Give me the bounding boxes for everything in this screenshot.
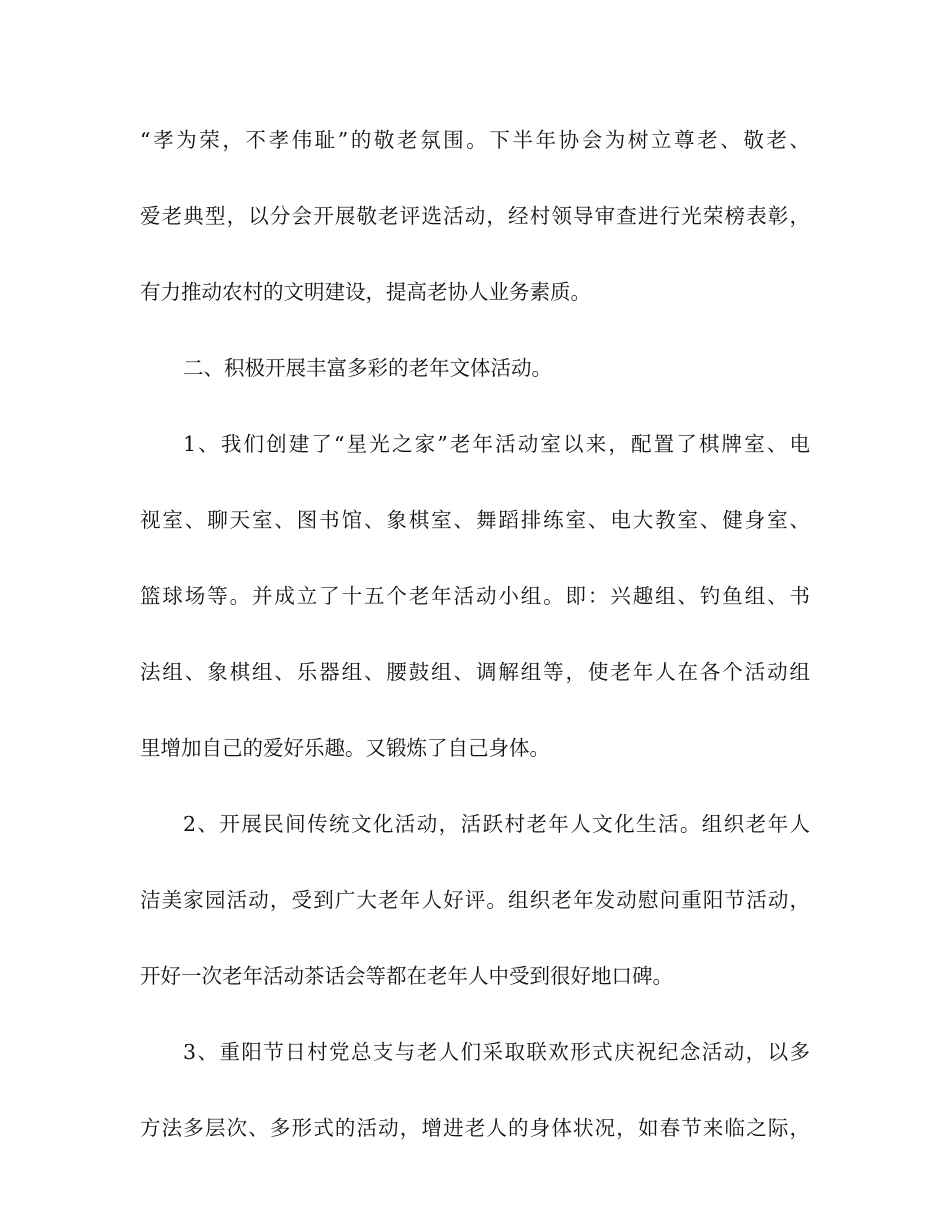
text-line-6: 视室、聊天室、图书馆、象棋室、舞蹈排练室、电大教室、健身室、 (140, 508, 810, 532)
text-line-10: 2、开展民间传统文化活动，活跃村老年人文化生活。组织老年人 (183, 812, 810, 836)
section-heading: 二、积极开展丰富多彩的老年文体活动。 (183, 356, 552, 380)
text-line-2: 爱老典型，以分会开展敬老评选活动，经村领导审查进行光荣榜表彰， (140, 204, 810, 228)
text-line-3: 有力推动农村的文明建设，提高老协人业务素质。 (140, 280, 591, 304)
text-line-14: 方法多层次、多形式的活动，增进老人的身体状况，如春节来临之际， (140, 1116, 810, 1140)
text-line-8: 法组、象棋组、乐器组、腰鼓组、调解组等，使老年人在各个活动组 (140, 660, 810, 684)
document-body (140, 122, 810, 1186)
text-line-1: “孝为荣，不孝伟耻”的敬老氛围。下半年协会为树立尊老、敬老、 (140, 128, 810, 152)
text-line-13: 3、重阳节日村党总支与老人们采取联欢形式庆祝纪念活动，以多 (183, 1040, 810, 1064)
text-line-12: 开好一次老年活动茶话会等都在老年人中受到很好地口碑。 (140, 964, 673, 988)
text-line-11: 洁美家园活动，受到广大老年人好评。组织老年发动慰问重阳节活动， (140, 888, 810, 912)
text-line-9: 里增加自己的爱好乐趣。又锻炼了自己身体。 (140, 736, 550, 760)
text-line-5: 1、我们创建了“星光之家”老年活动室以来，配置了棋牌室、电 (183, 432, 810, 456)
text-line-7: 篮球场等。并成立了十五个老年活动小组。即：兴趣组、钓鱼组、书 (140, 584, 810, 608)
